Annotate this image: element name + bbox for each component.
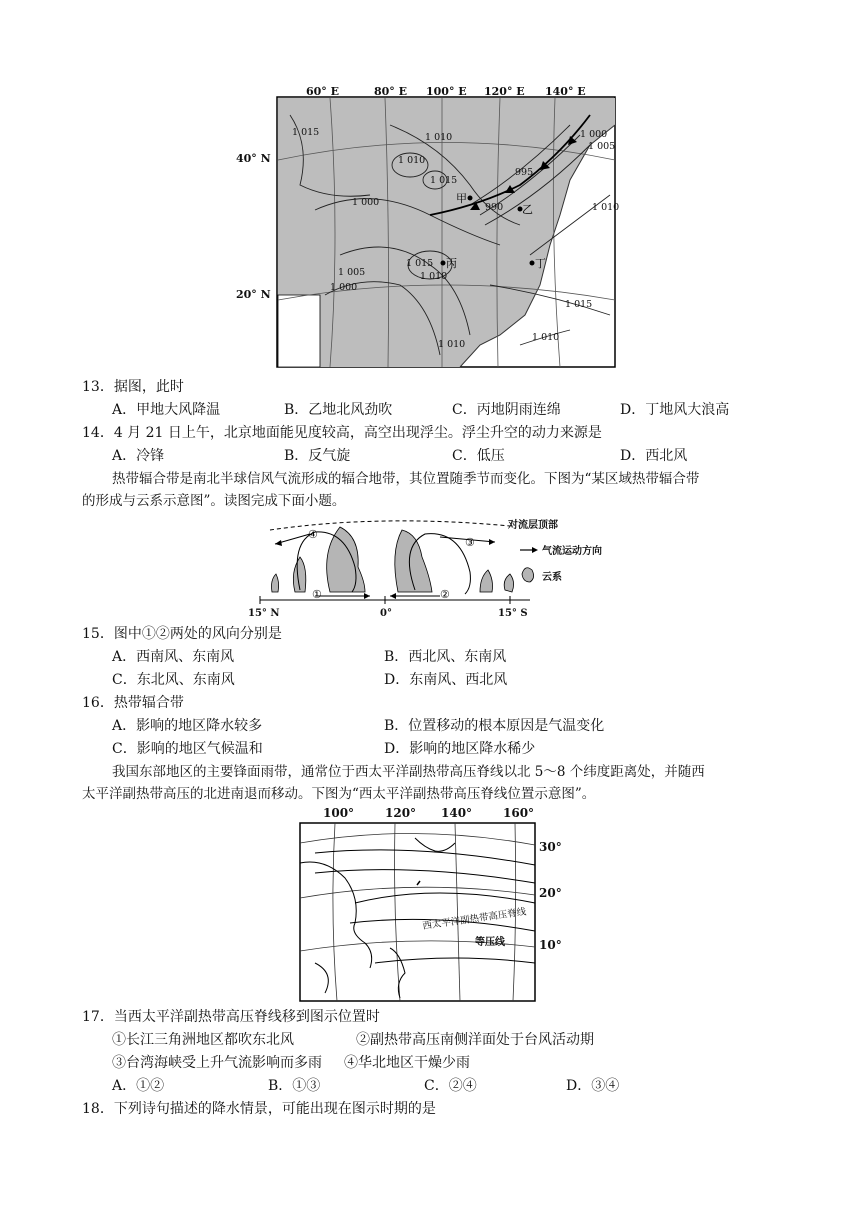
q15-option-c: C．东北风、东南风: [112, 672, 235, 688]
intro17-line1: 我国东部地区的主要锋面雨带，通常位于西太平洋副热带高压脊线以北 5～8 个纬度距离处，并随西: [112, 764, 705, 780]
q13-stem: 13．据图，此时: [82, 379, 184, 395]
isobar-label: 1 000: [352, 197, 380, 208]
map3-lon-label: 160°: [503, 806, 535, 820]
itcz-top-label: 对流层顶部: [508, 520, 558, 531]
subtropical-high-map: [295, 803, 575, 1003]
map3-lon-label: 140°: [441, 806, 473, 820]
q17-option-c: C．②④: [424, 1078, 477, 1094]
map1-lat-label: 40° N: [236, 152, 271, 165]
itcz-arrow-legend: 气流运动方向: [542, 546, 602, 557]
intro15-line1: 热带辐合带是南北半球信风气流形成的辐合地带，其位置随季节而变化。下图为“某区域热带辐合带: [112, 471, 700, 487]
q16-option-c: C．影响的地区气候温和: [112, 741, 263, 757]
q15-option-a: A．西南风、东南风: [112, 649, 235, 665]
q14-stem: 14．4 月 21 日上午，北京地面能见度较高，高空出现浮尘。浮尘升空的动力来源是: [82, 425, 602, 441]
q15-option-b: B．西北风、东南风: [384, 649, 507, 665]
isobar-label: 1 015: [292, 127, 320, 138]
map3-ridge-label: 西太平洋副热带高压脊线: [421, 906, 527, 932]
isobar-label: 995: [515, 167, 534, 178]
itcz-diagram: [240, 512, 620, 622]
map3-lat-label: 20°: [539, 886, 562, 900]
itcz-mark-2: ②: [440, 588, 450, 601]
isobar-label: 1 015: [406, 258, 434, 269]
itcz-mark-3: ③: [465, 536, 475, 549]
isobar-label: 1 010: [592, 202, 620, 213]
map3-isobar-label: 等压线: [475, 937, 505, 948]
weather-map: [270, 85, 620, 370]
q17-item-1: ①长江三角洲地区都吹东北风: [112, 1032, 294, 1048]
q14-option-a: A．冷锋: [112, 448, 165, 464]
itcz-cloud-legend: 云系: [542, 572, 562, 583]
map1-lon-label: 80° E: [374, 85, 408, 98]
q16-option-d: D．影响的地区降水稀少: [384, 741, 536, 757]
itcz-mark-4: ④: [308, 528, 318, 541]
isobar-label: 1 010: [425, 132, 453, 143]
intro17-line2: 太平洋副热带高压的北进南退而移动。下图为“西太平洋副热带高压脊线位置示意图”。: [82, 786, 596, 802]
q16-option-a: A．影响的地区降水较多: [112, 718, 263, 734]
map1-lon-label: 140° E: [545, 85, 586, 98]
q17-item-3: ③台湾海峡受上升气流影响而多雨: [112, 1055, 322, 1071]
isobar-label: 1 005: [338, 267, 366, 278]
itcz-axis-15s: 15° S: [498, 608, 528, 619]
place-jia: 甲: [456, 192, 467, 205]
map3-lon-label: 100°: [323, 806, 355, 820]
map1-lon-label: 100° E: [426, 85, 467, 98]
map1-lat-label: 20° N: [236, 288, 271, 301]
q17-item-2: ②副热带高压南侧洋面处于台风活动期: [356, 1032, 594, 1048]
q13-option-b: B．乙地北风劲吹: [284, 402, 393, 418]
map1-lon-label: 120° E: [484, 85, 525, 98]
isobar-label: 1 000: [580, 129, 608, 140]
isobar-label: 990: [485, 202, 504, 213]
isobar-label: 1 015: [565, 299, 593, 310]
q17-stem: 17．当西太平洋副热带高压脊线移到图示位置时: [82, 1009, 380, 1025]
isobar-label: 1 015: [430, 175, 458, 186]
map3-lon-label: 120°: [385, 806, 417, 820]
map1-lon-labels: [306, 85, 586, 98]
q17-option-b: B．①③: [268, 1078, 321, 1094]
itcz-mark-1: ①: [312, 588, 322, 601]
q17-item-4: ④华北地区干燥少雨: [344, 1055, 470, 1071]
isobar-label: 1 005: [588, 141, 616, 152]
isobar-label: 1 010: [420, 271, 448, 282]
map3-lat-label: 10°: [539, 938, 562, 952]
place-yi: 乙: [522, 203, 533, 216]
q14-option-c: C．低压: [452, 448, 505, 464]
place-ding: 丁: [535, 257, 546, 270]
q16-stem: 16．热带辐合带: [82, 695, 184, 711]
q17-option-a: A．①②: [112, 1078, 165, 1094]
itcz-axis-15n: 15° N: [248, 608, 280, 619]
q13-option-a: A．甲地大风降温: [112, 402, 221, 418]
map1-lon-label: 60° E: [306, 85, 340, 98]
itcz-axis-0: 0°: [380, 608, 392, 619]
q14-option-b: B．反气旋: [284, 448, 351, 464]
q17-option-d: D．③④: [566, 1078, 620, 1094]
place-bing: 丙: [446, 257, 457, 270]
isobar-label: 1 010: [398, 155, 426, 166]
isobar-label: 1 000: [330, 282, 358, 293]
q13-option-d: D．丁地风大浪高: [620, 402, 730, 418]
map3-lat-label: 30°: [539, 840, 562, 854]
isobar-label: 1 010: [438, 339, 466, 350]
q13-option-c: C．丙地阴雨连绵: [452, 402, 561, 418]
q15-option-d: D．东南风、西北风: [384, 672, 508, 688]
q18-stem: 18．下列诗句描述的降水情景，可能出现在图示时期的是: [82, 1101, 436, 1117]
q15-stem: 15．图中①②两处的风向分别是: [82, 626, 282, 642]
q16-option-b: B．位置移动的根本原因是气温变化: [384, 718, 605, 734]
intro15-line2: 的形成与云系示意图”。读图完成下面小题。: [82, 493, 346, 509]
q14-option-d: D．西北风: [620, 448, 688, 464]
isobar-label: 1 010: [532, 332, 560, 343]
